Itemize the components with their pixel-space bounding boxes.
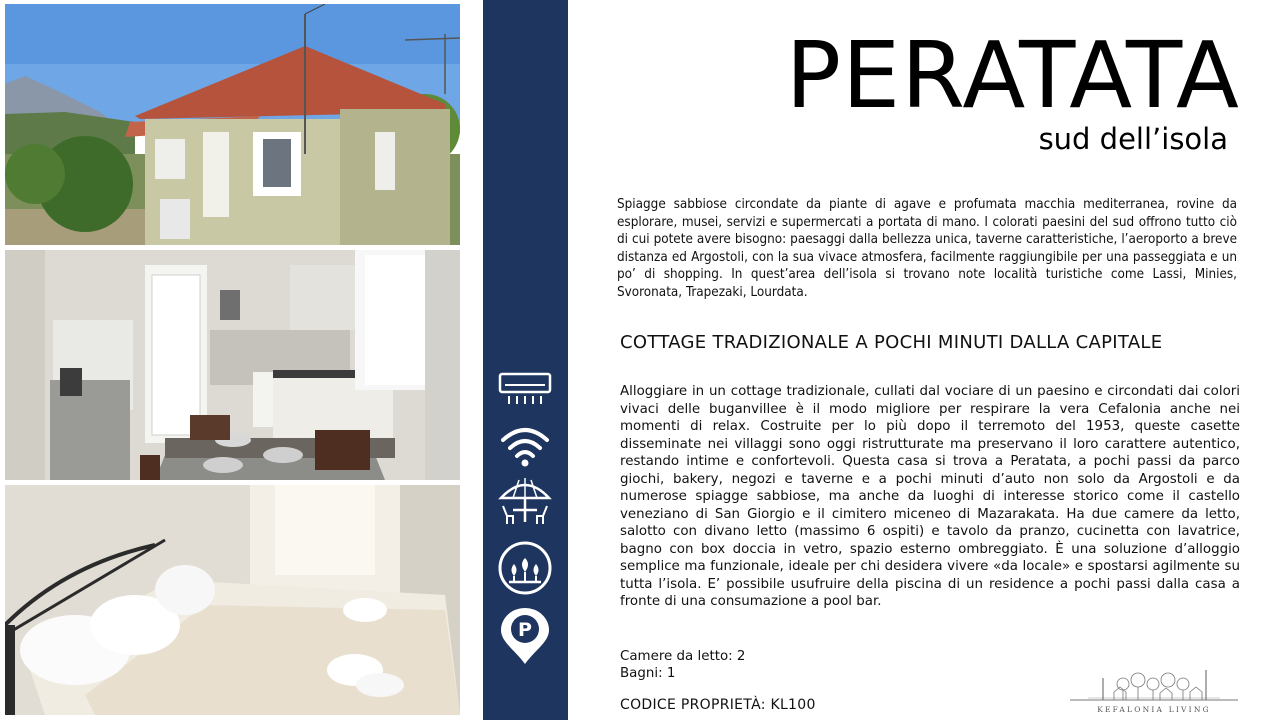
bathrooms-count: Bagni: 1 <box>620 666 676 681</box>
wifi-icon <box>497 418 553 474</box>
bedrooms-count: Camere da letto: 2 <box>620 649 746 664</box>
photo-kitchen <box>5 250 460 480</box>
intro-paragraph: Spiagge sabbiose circondate da piante di agave e profumata macchia mediterranea, rovine da esplorare, musei, servizi e supermercati a portata di mano. I colorati paesini del sud offrono tutto ciò di cui potete avere bisogno: paesaggi dalla bellezza unica, taverne caratteristiche, l’aeroporto a breve distanza ed Argostoli, con la sua vivace atmosfera, facilmente raggiungibile per una passeggiata e un po’ di shopping. In quest’area dell’isola si trovano note località turistiche come Lassi, Minies, Svoronata, Trapezaki, Lourdata. <box>617 197 1237 300</box>
air-conditioner-icon <box>497 362 553 418</box>
property-facts <box>620 648 745 682</box>
page-title: PERATATA <box>785 22 1240 129</box>
garden-icon <box>497 540 553 596</box>
svg-text:P: P <box>518 619 532 641</box>
kefalonia-living-logo <box>1068 666 1240 716</box>
property-code: CODICE PROPRIETÀ: KL100 <box>620 697 816 713</box>
logo-text: KEFALONIA LIVING <box>1097 705 1211 714</box>
logo-village-icon <box>1068 666 1240 704</box>
outdoor-dining-icon <box>497 472 553 528</box>
photo-exterior <box>5 4 460 245</box>
page-subtitle: sud dell’isola <box>1038 122 1228 156</box>
parking-icon <box>497 608 553 666</box>
description-paragraph: Alloggiare in un cottage tradizionale, cullati dal vociare di un paesino e circondati dai colori vivaci delle buganvillee è il modo migliore per respirare la vera Cefalonia anche nei momenti di relax. Costruite per lo più dopo il terremoto del 1953, queste casette disseminate nei villaggi sono oggi ristrutturate ma preservano il loro carattere autentico, restando intime e confortevoli. Questa casa si trova a Peratata, a pochi passi da parco giochi, bakery, negozi e taverne e a pochi minuti d’auto non solo da Argostoli e da numerose spiagge sabbiose, ma anche da luoghi di interesse storico come il castello veneziano di San Giorgio e il cimitero miceneo di Mazarakata. Ha due camere da letto, salotto con divano letto (massimo 6 ospiti) e tavolo da pranzo, cucinetta con lavatrice, bagno con box doccia in vetro, spazio esterno ombreggiato. È una soluzione d’alloggio semplice ma funzionale, ideale per chi desidera vivere «da locale» e spostarsi agilmente su tutta l’isola. E’ possibile usufruire della piscina di un residence a pochi passi dalla casa a fronte di una consumazione a pool bar. <box>620 384 1240 609</box>
section-heading: COTTAGE TRADIZIONALE A POCHI MINUTI DALLA CAPITALE <box>620 332 1163 353</box>
photo-bedroom <box>5 485 460 715</box>
